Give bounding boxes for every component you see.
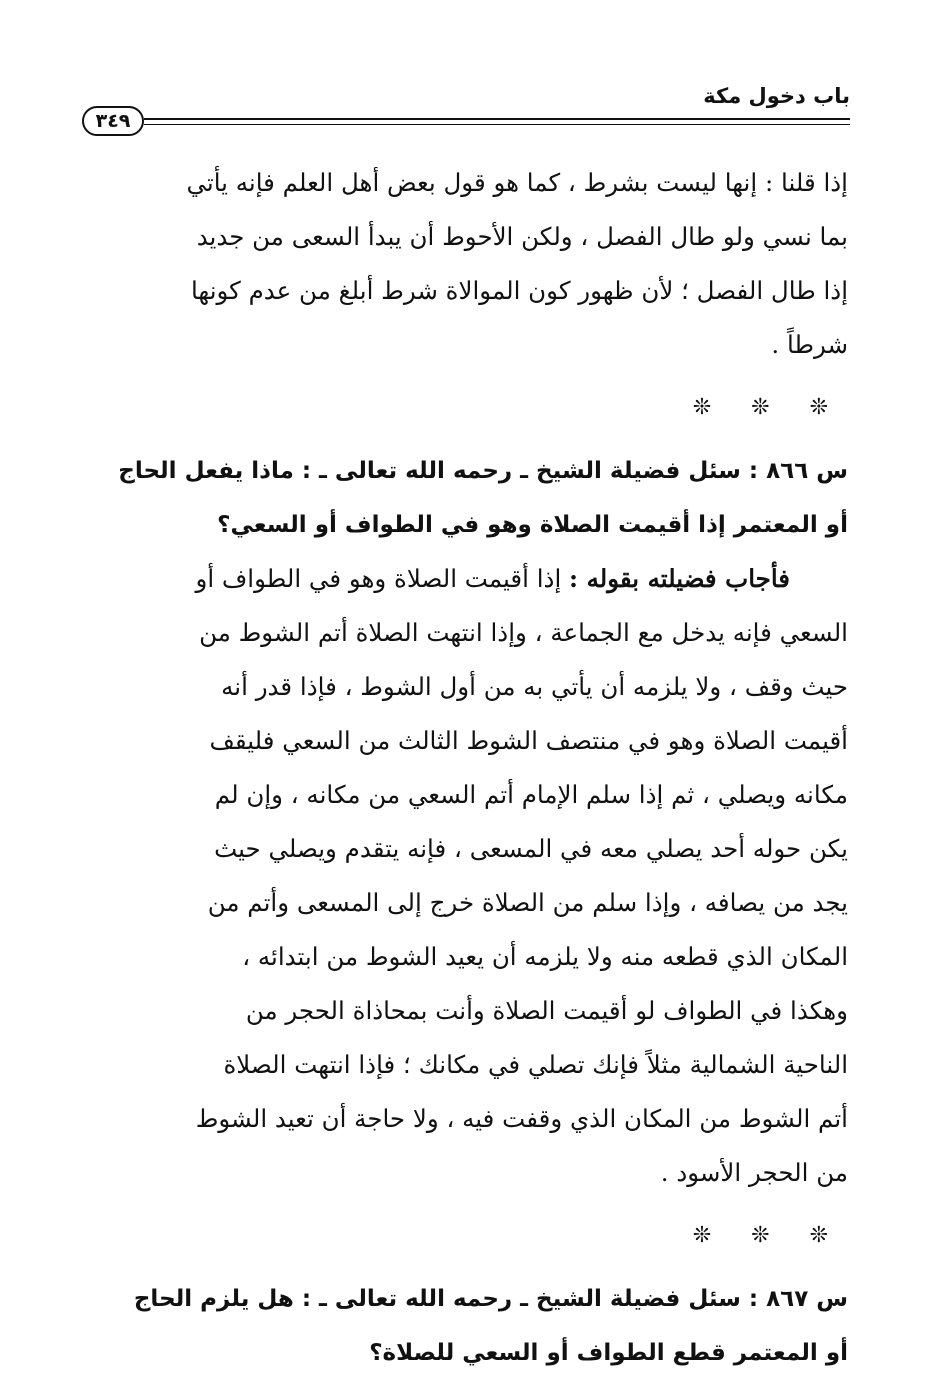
answer-first-line (92, 552, 848, 606)
text-line: شرطاً . (771, 330, 848, 359)
text-line: مكانه ويصلي ، ثم إذا سلم الإمام أتم السعي من مكانه ، وإن لم (214, 780, 848, 809)
text-line: أتم الشوط من المكان الذي وقفت فيه ، ولا حاجة أن تعيد الشوط (195, 1104, 848, 1133)
text-line: السعي فإنه يدخل مع الجماعة ، وإذا انتهت الصلاة أتم الشوط من (199, 618, 848, 647)
answer-866 (92, 552, 848, 1200)
text-line: بما نسي ولو طال الفصل ، ولكن الأحوط أن يبدأ السعى من جديد (196, 222, 848, 251)
section-separator (92, 372, 848, 444)
text-line: يجد من يصافه ، وإذا سلم من الصلاة خرج إلى المسعى وأتم من (207, 888, 848, 917)
answer-first-line-text: إذا أقيمت الصلاة وهو في الطواف أو (195, 564, 570, 593)
text-line: أقيمت الصلاة وهو في منتصف الشوط الثالث من السعي فليقف (209, 726, 848, 755)
question-866 (92, 444, 848, 552)
asterism-icon: ❊ (692, 1223, 712, 1248)
question-line: أو المعتمر قطع الطواف أو السعي للصلاة؟ (369, 1340, 848, 1366)
page-body (92, 156, 848, 1380)
text-line: حيث وقف ، ولا يلزمه أن يأتي به من أول الشوط ، فإذا قدر أنه (221, 672, 848, 701)
paragraph-continuation (92, 156, 848, 372)
asterism-icon: ❊ (809, 395, 828, 420)
text-line: من الحجر الأسود . (660, 1158, 848, 1187)
page-number: ٣٤٩ (82, 106, 144, 136)
text-line: إذا قلنا : إنها ليست بشرط ، كما هو قول بعض أهل العلم فإنه يأتي (186, 168, 848, 197)
question-line: س ٨٦٦ : سئل فضيلة الشيخ ـ رحمه الله تعالى ـ : ماذا يفعل الحاج (118, 458, 848, 484)
header-rule-thin (144, 124, 850, 125)
asterism-icon: ❊ (751, 1223, 770, 1248)
header-rule-thick (144, 118, 850, 120)
running-title: باب دخول مكة (703, 84, 850, 108)
text-line: وهكذا في الطواف لو أقيمت الصلاة وأنت بمحاذاة الحجر من (245, 996, 848, 1025)
text-line: إذا طال الفصل ؛ لأن ظهور كون الموالاة شرط أبلغ من عدم كونها (190, 276, 848, 305)
question-line: أو المعتمر إذا أقيمت الصلاة وهو في الطواف أو السعي؟ (217, 512, 848, 538)
text-line: يكن حوله أحد يصلي معه في المسعى ، فإنه يتقدم ويصلي حيث (214, 834, 848, 863)
text-line: المكان الذي قطعه منه ولا يلزمه أن يعيد الشوط من ابتدائه ، (242, 942, 848, 971)
section-separator (92, 1200, 848, 1272)
text-line: الناحية الشمالية مثلاً فإنك تصلي في مكانك ؛ فإذا انتهت الصلاة (223, 1050, 848, 1079)
asterism-icon: ❊ (809, 1223, 828, 1248)
asterism-icon: ❊ (751, 395, 770, 420)
page-header (82, 84, 850, 134)
answer-lead: فأجاب فضيلته بقوله : (569, 564, 790, 593)
question-867 (92, 1272, 848, 1380)
asterism-icon: ❊ (692, 395, 712, 420)
question-line: س ٨٦٧ : سئل فضيلة الشيخ ـ رحمه الله تعالى ـ : هل يلزم الحاج (133, 1286, 848, 1312)
